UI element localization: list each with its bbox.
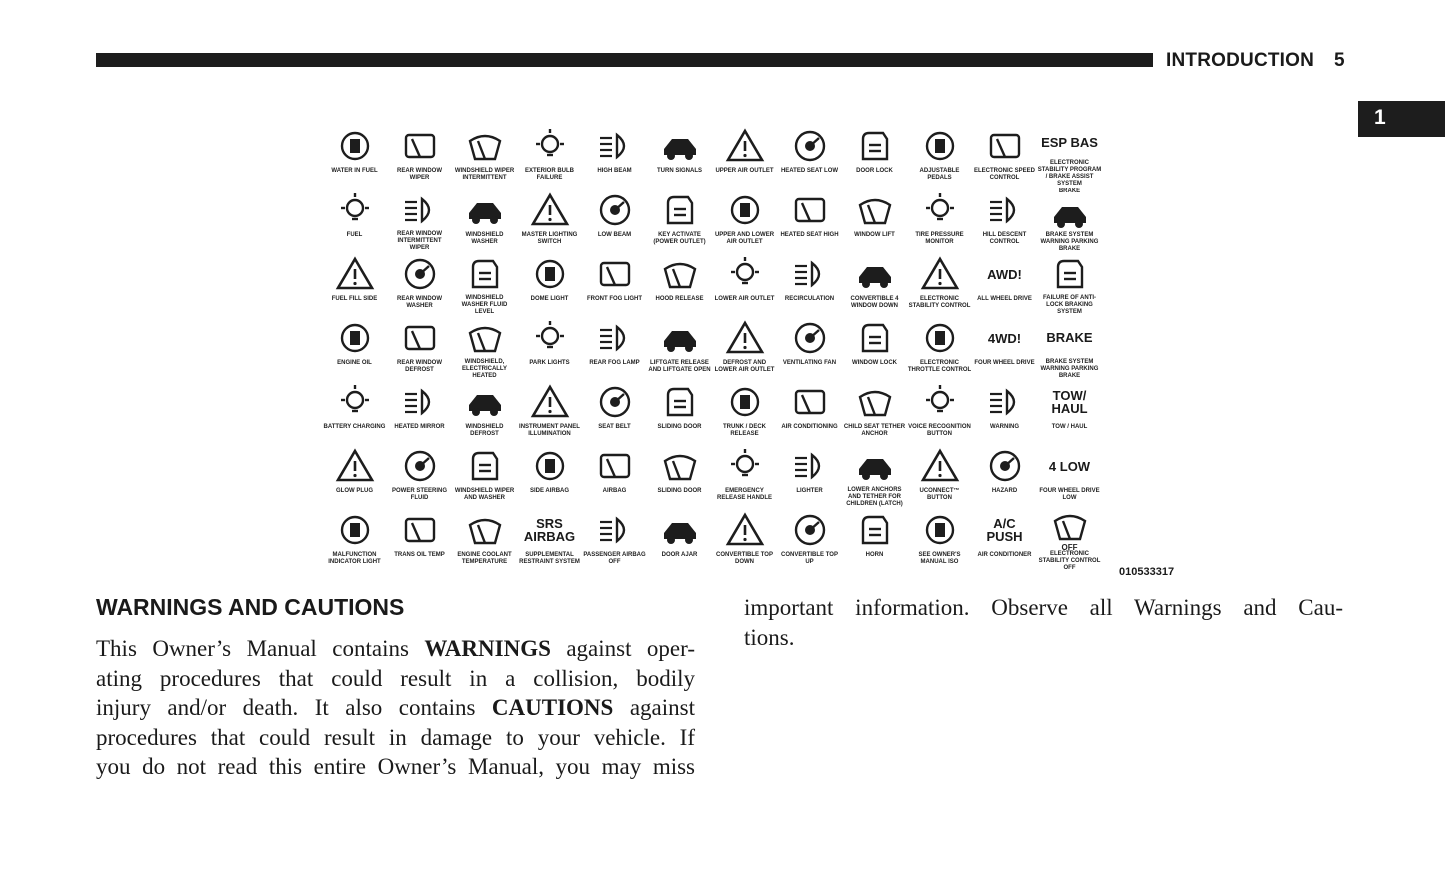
- symbol-label: BRAKE SYSTEM WARNING PARKING BRAKE: [1040, 232, 1099, 252]
- brake-text-icon: [1040, 316, 1100, 359]
- esp-bas-text-icon: [1040, 124, 1100, 160]
- bulb-failure-icon: [520, 124, 580, 168]
- symbol-entry: [972, 444, 1037, 508]
- left-column-text: [96, 634, 695, 782]
- symbol-label: VOICE RECOGNITION BUTTON: [908, 424, 971, 437]
- symbol-entry: [452, 316, 517, 380]
- engine-oil-icon: [325, 316, 385, 360]
- symbol-entry: [972, 252, 1037, 316]
- symbol-label: EMERGENCY RELEASE HANDLE: [716, 488, 772, 501]
- figure-code: 010533317: [1119, 566, 1175, 578]
- symbol-entry: [582, 508, 647, 572]
- water-in-fuel-icon: [325, 124, 385, 168]
- symbol-entry: [842, 124, 907, 188]
- heated-seat-high-icon: [780, 188, 840, 232]
- symbol-label: PARK LIGHTS: [529, 360, 570, 366]
- owners-manual-icon: [910, 508, 970, 552]
- symbol-label: ELECTRONIC STABILITY CONTROL OFF: [1038, 551, 1101, 571]
- symbol-text: 4WD!: [987, 330, 1022, 346]
- heated-windshield-icon: [455, 316, 515, 359]
- symbol-entry: [972, 508, 1037, 572]
- lighter-icon: [780, 444, 840, 488]
- symbol-label: MASTER LIGHTING SWITCH: [521, 232, 578, 245]
- symbol-label: UCONNECT™ BUTTON: [919, 488, 960, 501]
- symbol-entry: [1037, 252, 1102, 316]
- text-line: injury and/or death. It also contains CAUTIONS against: [96, 695, 695, 720]
- symbol-label: REAR FOG LAMP: [589, 360, 640, 366]
- throttle-icon: [910, 316, 970, 360]
- top-down-icon: [715, 508, 775, 552]
- symbol-label: FOUR WHEEL DRIVE LOW: [1039, 488, 1100, 501]
- symbol-entry: [387, 444, 452, 508]
- wiper-washer-icon: [455, 444, 515, 488]
- symbol-label: TOW / HAUL: [1051, 424, 1088, 430]
- horn-icon: [845, 508, 905, 552]
- hood-release-icon: [650, 252, 710, 296]
- passenger-airbag-off-icon: [585, 508, 645, 552]
- symbol-label: LOWER AIR OUTLET: [714, 296, 775, 302]
- warning-triangle-icon: [975, 380, 1035, 424]
- symbol-entry: [972, 380, 1037, 444]
- symbol-label: AIR CONDITIONER: [977, 552, 1032, 558]
- fuel-icon: [325, 188, 385, 232]
- symbol-label: CONVERTIBLE TOP UP: [781, 552, 838, 565]
- symbol-label: LIGHTER: [796, 488, 823, 494]
- symbol-label: CONVERTIBLE 4 WINDOW DOWN: [850, 296, 899, 309]
- trans-temp-icon: [390, 508, 450, 552]
- windshield-washer-icon: [455, 188, 515, 232]
- symbol-entry: [777, 380, 842, 444]
- rear-window-wiper-icon: [390, 124, 450, 168]
- high-beam-icon: [585, 124, 645, 168]
- power-steering-icon: [390, 444, 450, 488]
- sliding-door-icon: [650, 380, 710, 424]
- symbol-entry: [387, 380, 452, 444]
- symbol-entry: [972, 188, 1037, 252]
- symbol-entry: [647, 124, 712, 188]
- airbag-icon: [585, 444, 645, 488]
- symbol-label: CHILD SEAT TETHER ANCHOR: [843, 424, 906, 437]
- symbol-entry: [452, 444, 517, 508]
- symbol-label: AIR CONDITIONING: [781, 424, 838, 430]
- symbol-entry: [517, 316, 582, 380]
- symbol-entry: [647, 316, 712, 380]
- window-lock-icon: [845, 316, 905, 360]
- dome-light-icon: [520, 252, 580, 296]
- symbol-label: HIGH BEAM: [597, 168, 632, 174]
- seat-belt-icon: [585, 380, 645, 424]
- window-lift-icon: [845, 188, 905, 232]
- glow-plug-icon: [325, 444, 385, 488]
- symbol-label: WATER IN FUEL: [331, 168, 378, 174]
- lower-air-outlet-icon: [715, 252, 775, 296]
- symbol-entry: [322, 444, 387, 508]
- symbol-entry: [387, 316, 452, 380]
- symbol-entry: [907, 316, 972, 380]
- tire-pressure-icon: [910, 188, 970, 232]
- symbol-label: GLOW PLUG: [336, 488, 373, 494]
- hazard-icon: [975, 444, 1035, 488]
- symbol-label: ENGINE COOLANT TEMPERATURE: [457, 552, 512, 565]
- section-title: INTRODUCTION: [1166, 50, 1315, 71]
- symbol-sub-text: OFF: [1061, 543, 1078, 552]
- symbol-entry: [322, 316, 387, 380]
- upper-lower-air-icon: [715, 188, 775, 232]
- windshield-defrost-icon: [455, 380, 515, 424]
- symbol-entry: [517, 508, 582, 572]
- symbol-label: LIFTGATE RELEASE AND LIFTGATE OPEN: [648, 360, 711, 373]
- symbol-label: AIRBAG: [602, 488, 627, 494]
- symbol-label: FOUR WHEEL DRIVE: [974, 360, 1035, 366]
- symbol-label: ENGINE OIL: [337, 360, 372, 366]
- symbol-entry: [777, 188, 842, 252]
- symbol-label: KEY ACTIVATE (POWER OUTLET): [653, 232, 706, 245]
- symbol-label: FUEL: [346, 232, 363, 238]
- symbol-entry: [1037, 316, 1102, 380]
- hill-descent-icon: [975, 188, 1035, 232]
- symbol-entry: [972, 316, 1037, 380]
- symbol-label: POWER STEERING FLUID: [391, 488, 447, 501]
- tow-haul-text-icon: [1040, 380, 1100, 424]
- symbol-entry: [842, 508, 907, 572]
- defrost-lower-icon: [715, 316, 775, 360]
- front-fog-icon: [585, 252, 645, 296]
- symbol-text: 4 LOW: [1048, 458, 1091, 474]
- recirculation-icon: [780, 252, 840, 296]
- symbol-entry: [712, 380, 777, 444]
- liftgate-icon: [650, 316, 710, 360]
- symbol-label: LOW BEAM: [597, 232, 632, 238]
- symbol-entry: [647, 380, 712, 444]
- symbol-label: UPPER AND LOWER AIR OUTLET: [714, 232, 775, 245]
- symbol-label: WINDSHIELD WIPER INTERMITTENT: [454, 168, 515, 181]
- symbol-top-label: BRAKE: [1058, 188, 1081, 194]
- symbol-entry: [907, 380, 972, 444]
- text-line: This Owner’s Manual contains WARNINGS against oper-: [96, 636, 695, 661]
- symbol-label: HILL DESCENT CONTROL: [982, 232, 1027, 245]
- symbol-entry: [842, 316, 907, 380]
- pedals-icon: [910, 124, 970, 168]
- symbol-label: DOME LIGHT: [530, 296, 569, 302]
- tether-anchor-icon: [845, 380, 905, 424]
- symbol-entry: [582, 188, 647, 252]
- brake-warning-icon: [1040, 195, 1100, 232]
- low-beam-icon: [585, 188, 645, 232]
- symbol-entry: [582, 252, 647, 316]
- symbol-entry: [972, 124, 1037, 188]
- symbol-label: LOWER ANCHORS AND TETHER FOR CHILDREN (LATCH): [846, 487, 903, 507]
- symbol-entry: [777, 316, 842, 380]
- symbol-label: SEAT BELT: [598, 424, 631, 430]
- abs-icon: [1040, 252, 1100, 295]
- symbol-entry: [322, 508, 387, 572]
- symbol-label: TIRE PRESSURE MONITOR: [915, 232, 964, 245]
- chapter-tab: 1: [1358, 101, 1445, 137]
- symbol-label: ELECTRONIC STABILITY CONTROL: [908, 296, 971, 309]
- uconnect-icon: [910, 444, 970, 488]
- symbol-entry: [842, 380, 907, 444]
- symbol-entry: [907, 252, 972, 316]
- text-line: you do not read this entire Owner’s Manual, you may miss: [96, 754, 695, 779]
- speed-control-icon: [975, 124, 1035, 168]
- heated-mirror-icon: [390, 380, 450, 424]
- symbol-entry: [907, 188, 972, 252]
- check-engine-icon: [325, 508, 385, 552]
- battery-icon: [325, 380, 385, 424]
- symbol-label: REAR WINDOW WIPER: [397, 168, 442, 181]
- symbol-entry: [1037, 188, 1102, 252]
- symbol-label: ALL WHEEL DRIVE: [977, 296, 1032, 302]
- wiper-intermittent-icon: [455, 124, 515, 168]
- symbol-entry: [907, 124, 972, 188]
- right-column-text: [744, 593, 1343, 652]
- stability-off-icon: [1040, 508, 1100, 544]
- symbol-label: WINDSHIELD WIPER AND WASHER: [454, 488, 515, 501]
- symbol-entry: [712, 188, 777, 252]
- side-airbag-icon: [520, 444, 580, 488]
- rear-wiper-intermittent-icon: [390, 188, 450, 231]
- symbol-label: REAR WINDOW DEFROST: [397, 360, 442, 373]
- symbol-entry: [322, 124, 387, 188]
- symbol-entry: [387, 124, 452, 188]
- symbol-text: ESP BAS: [1041, 134, 1098, 150]
- text-line: tions.: [744, 624, 795, 650]
- symbol-entry: [517, 444, 582, 508]
- air-conditioning-icon: [780, 380, 840, 424]
- voice-icon: [910, 380, 970, 424]
- symbol-label: ELECTRONIC STABILITY PROGRAM / BRAKE ASSIST SYSTEM: [1037, 160, 1102, 187]
- park-lights-icon: [520, 316, 580, 360]
- symbol-label: TURN SIGNALS: [657, 168, 702, 174]
- symbol-entry: [452, 188, 517, 252]
- panel-illumination-icon: [520, 380, 580, 424]
- symbol-label: HEATED MIRROR: [394, 424, 445, 430]
- symbol-entry: [322, 252, 387, 316]
- symbol-entry: [582, 124, 647, 188]
- upper-air-outlet-icon: [715, 124, 775, 168]
- symbol-label: FUEL FILL SIDE: [331, 296, 378, 302]
- turn-signals-icon: [650, 124, 710, 168]
- symbol-entry: [842, 444, 907, 508]
- symbol-entry: [452, 124, 517, 188]
- symbol-label: WINDSHIELD WASHER FLUID LEVEL: [461, 295, 508, 315]
- 4wd-text-icon: [975, 316, 1035, 360]
- symbol-label: WARNING: [990, 424, 1019, 430]
- symbol-label: SLIDING DOOR: [657, 488, 702, 494]
- symbol-entry: [517, 380, 582, 444]
- symbol-entry: [712, 252, 777, 316]
- awd-text-icon: [975, 252, 1035, 296]
- symbol-entry: [777, 508, 842, 572]
- symbol-entry: [712, 124, 777, 188]
- symbol-entry: [842, 188, 907, 252]
- indicator-symbol-chart: [322, 124, 1102, 572]
- symbol-label: HORN: [865, 552, 884, 558]
- symbol-label: WINDSHIELD WASHER: [465, 232, 504, 245]
- header-rule: [96, 53, 1153, 67]
- emergency-release-icon: [715, 444, 775, 488]
- stability-control-icon: [910, 252, 970, 296]
- text-line: procedures that could result in damage to your vehicle. If: [96, 724, 695, 750]
- symbol-label: SEE OWNER'S MANUAL ISO: [918, 552, 961, 565]
- text-line: important information. Observe all Warnings and Cau-: [744, 595, 1343, 620]
- 4-low-text-icon: [1040, 444, 1100, 488]
- fuel-fill-side-icon: [325, 252, 385, 296]
- fan-icon: [780, 316, 840, 360]
- symbol-label: HOOD RELEASE: [655, 296, 704, 302]
- symbol-entry: [1037, 508, 1102, 572]
- symbol-label: REAR WINDOW WASHER: [397, 296, 442, 309]
- symbol-entry: [582, 380, 647, 444]
- symbol-label: TRUNK / DECK RELEASE: [723, 424, 766, 437]
- symbol-label: HEATED SEAT HIGH: [780, 232, 839, 238]
- symbol-entry: [712, 316, 777, 380]
- symbol-entry: [387, 252, 452, 316]
- symbol-label: REAR WINDOW INTERMITTENT WIPER: [397, 231, 442, 251]
- key-icon: [650, 188, 710, 232]
- sliding-door-2-icon: [650, 444, 710, 488]
- door-ajar-icon: [650, 508, 710, 552]
- symbol-text: AWD!: [987, 266, 1022, 282]
- rear-fog-icon: [585, 316, 645, 360]
- symbol-entry: [647, 508, 712, 572]
- symbol-entry: [777, 444, 842, 508]
- symbol-label: SIDE AIRBAG: [529, 488, 570, 494]
- symbol-label: BRAKE SYSTEM WARNING PARKING BRAKE: [1040, 359, 1099, 379]
- symbol-label: ADJUSTABLE PEDALS: [919, 168, 960, 181]
- section-heading: WARNINGS AND CAUTIONS: [96, 594, 405, 620]
- washer-fluid-icon: [455, 252, 515, 295]
- symbol-entry: [907, 508, 972, 572]
- symbol-label: SUPPLEMENTAL RESTRAINT SYSTEM: [519, 552, 580, 565]
- symbol-label: RECIRCULATION: [784, 296, 835, 302]
- window-down-icon: [845, 252, 905, 296]
- symbol-label: HAZARD: [991, 488, 1018, 494]
- symbol-entry: [322, 188, 387, 252]
- symbol-entry: [517, 188, 582, 252]
- symbol-label: DEFROST AND LOWER AIR OUTLET: [714, 360, 775, 373]
- symbol-label: ELECTRONIC THROTTLE CONTROL: [907, 360, 972, 373]
- symbol-entry: [517, 252, 582, 316]
- symbol-entry: [1037, 124, 1102, 188]
- symbol-label: INSTRUMENT PANEL ILLUMINATION: [519, 424, 580, 437]
- symbol-entry: [777, 124, 842, 188]
- symbol-entry: [1037, 444, 1102, 508]
- symbol-entry: [322, 380, 387, 444]
- symbol-entry: [387, 508, 452, 572]
- symbol-label: HEATED SEAT LOW: [780, 168, 839, 174]
- symbol-label: WINDSHIELD DEFROST: [465, 424, 504, 437]
- symbol-label: MALFUNCTION INDICATOR LIGHT: [328, 552, 381, 565]
- symbol-entry: [582, 316, 647, 380]
- symbol-text: SRS AIRBAG: [523, 516, 576, 544]
- symbol-label: FRONT FOG LIGHT: [587, 296, 642, 302]
- symbol-entry: [647, 444, 712, 508]
- symbol-entry: [907, 444, 972, 508]
- symbol-text: BRAKE: [1046, 330, 1093, 345]
- symbol-label: PASSENGER AIRBAG OFF: [583, 552, 646, 565]
- symbol-entry: [1037, 380, 1102, 444]
- symbol-entry: [647, 188, 712, 252]
- symbol-label: VENTILATING FAN: [782, 360, 837, 366]
- symbol-entry: [777, 252, 842, 316]
- heated-seat-icon: [780, 124, 840, 168]
- symbol-text: TOW/ HAUL: [1051, 388, 1088, 416]
- symbol-label: ELECTRONIC SPEED CONTROL: [973, 168, 1035, 181]
- symbol-entry: [842, 252, 907, 316]
- symbol-entry: [452, 508, 517, 572]
- ac-push-text-icon: [975, 508, 1035, 552]
- rear-defrost-icon: [390, 316, 450, 360]
- door-lock-icon: [845, 124, 905, 168]
- trunk-release-icon: [715, 380, 775, 424]
- symbol-entry: [452, 252, 517, 316]
- symbol-label: WINDOW LIFT: [854, 232, 895, 238]
- symbol-label: EXTERIOR BULB FAILURE: [524, 168, 574, 181]
- symbol-label: UPPER AIR OUTLET: [715, 168, 774, 174]
- page-number: 5: [1334, 50, 1345, 71]
- symbol-entry: [712, 508, 777, 572]
- symbol-entry: [647, 252, 712, 316]
- symbol-label: SLIDING DOOR: [657, 424, 702, 430]
- top-up-icon: [780, 508, 840, 552]
- symbol-label: TRANS OIL TEMP: [394, 552, 445, 558]
- symbol-entry: [517, 124, 582, 188]
- symbol-entry: [712, 444, 777, 508]
- symbol-label: BATTERY CHARGING: [323, 424, 386, 430]
- symbol-label: FAILURE OF ANTI-LOCK BRAKING SYSTEM: [1042, 295, 1097, 315]
- symbol-entry: [582, 444, 647, 508]
- coolant-temp-icon: [455, 508, 515, 552]
- symbol-text: A/C PUSH: [986, 516, 1023, 544]
- symbol-label: CONVERTIBLE TOP DOWN: [716, 552, 773, 565]
- srs-text-icon: [520, 508, 580, 552]
- symbol-label: DOOR AJAR: [661, 552, 698, 558]
- symbol-entry: [387, 188, 452, 252]
- rear-washer-icon: [390, 252, 450, 296]
- text-line: ating procedures that could result in a collision, bodily: [96, 665, 695, 691]
- lighting-switch-icon: [520, 188, 580, 232]
- symbol-entry: [452, 380, 517, 444]
- symbol-label: WINDOW LOCK: [852, 360, 897, 366]
- latch-icon: [845, 444, 905, 487]
- symbol-label: WINDSHIELD, ELECTRICALLY HEATED: [461, 359, 508, 379]
- symbol-label: DOOR LOCK: [856, 168, 893, 174]
